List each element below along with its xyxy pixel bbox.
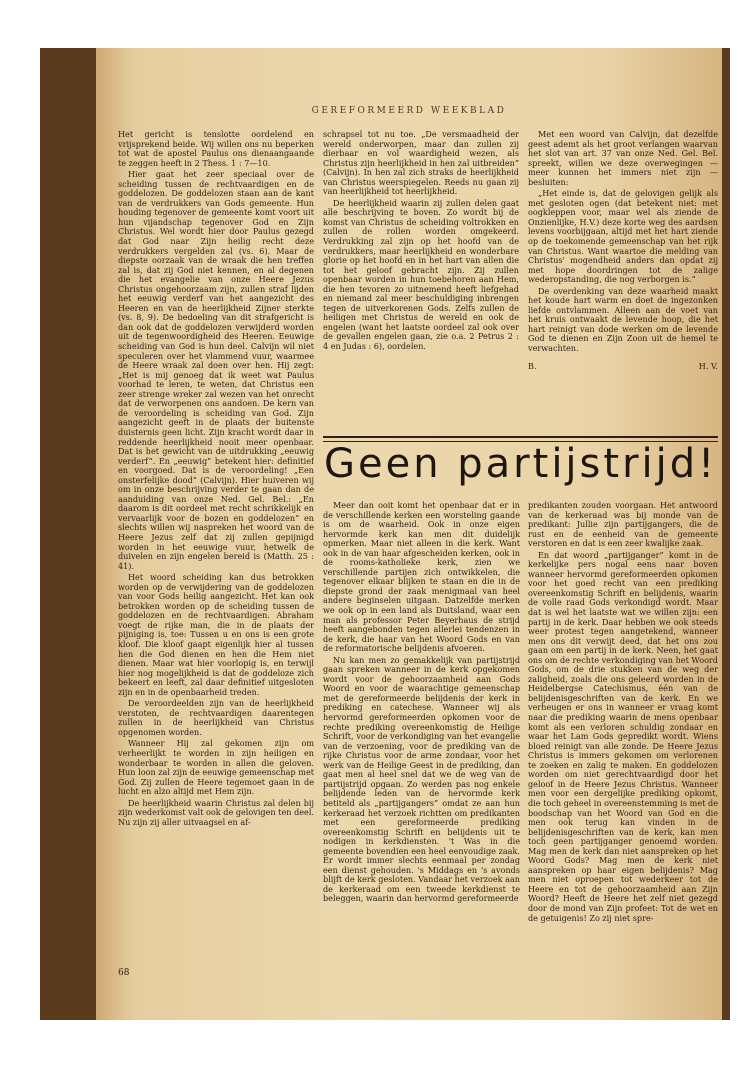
paragraph: De heerlijkheid waarin Christus zal delen bij zijn wederkomst valt ook de gelovigen ten deel. Nu zijn zij aller uitvaagsel en af- (118, 797, 314, 827)
scanned-page-background (40, 48, 730, 1020)
paragraph: Wanneer Hij zal gekomen zijn om verheerlijkt te worden in zijn heiligen en wonderbaar te worden in allen die geloven. Hun loon zal zijn de eeuwige gemeenschap met God. Zij zullen de Heere tegemoet gaan in de lucht en alzo altijd met Hem zijn. (118, 738, 314, 797)
paragraph: Met een woord van Calvijn, dat dezelfde geest ademt als het groot verlangen waarvan het slot van art. 37 van onze Ned. Gel. Bel. spreekt, willen we deze overwegingen — meer kunnen het immers niet zijn — besluiten: (528, 130, 718, 187)
article-column-3 (528, 130, 718, 430)
article-column-4 (323, 501, 520, 1001)
paragraph: Nu kan men zo gemakkelijk van partijstrijd gaan spreken wanneer in de kerk opgekomen wordt voor de gehoorzaamheid aan Gods Woord en voor de waarachtige gemeenschap met de gereformeerde belijdenis der kerk in prediking en catechese. Wanneer wij als hervormd gereformeerden opkomen voor de rechte prediking overeenkomstig de Heilige Schrift, voor de verkondiging van het evangelie van de verzoening, voor de prediking van de rijke Christus voor de arme zondaar, voor het werk van de Heilige Geest in de prediking, dan gaat men al heel snel dat we de weg van de partijstrijd opgaan. Zo werden pas nog enkele belijdende leden van de hervormde kerk betiteld als „partijgangers” omdat ze aan hun kerkeraad het verzoek richtten om predikanten met een gereformeerde prediking overeenkomstig Schrift en belijdenis uit te nodigen in kerkdiensten. 't Was in die gemeente bovendien een heel eenvoudige zaak. Er wordt immer slechts eenmaal per zondag een dienst gehouden. 's Middags en 's avonds blijft de kerk gesloten. Vandaar het verzoek aan de kerkeraad om een tweede kerkdienst te beleggen, waarin dan hervormd gereformeerde (323, 654, 520, 904)
article-column-5 (528, 501, 718, 1001)
page-number: 68 (118, 968, 130, 978)
paragraph: predikanten zouden voorgaan. Het antwoord van de kerkeraad was bij monde van de predikant: Jullie zijn partijgangers, die de rust en de eenheid van de gemeente verstoren en dat is een zeer kwalijke zaak. (528, 501, 718, 549)
paragraph: Het gericht is tenslotte oordelend en vrijsprekend beide. Wij willen ons nu beperken tot wat de apostel Paulus ons dienaangaande te zeggen heeft in 2 Thess. 1 : 7—10. (118, 130, 314, 168)
author-signature (528, 362, 718, 372)
running-head: GEREFORMEERD WEEKBLAD (311, 106, 507, 116)
paragraph: De overdenking van deze waarheid maakt het koude hart warm en doet de ingezonken liefde ontvlammen. Alleen aan de voet van het kruis ontwaakt de levende hoop, die het hart reinigt van dode werken om de levende God te dienen en Zijn Zoon uit de hemel te verwachten. (528, 285, 718, 354)
article-column-2 (323, 130, 519, 425)
magazine-page (96, 48, 722, 1020)
signature-left: B. (528, 360, 537, 371)
article-column-1 (118, 130, 314, 960)
paragraph: Het woord scheiding kan dus betrokken worden op de verwijdering van de goddelozen van voor Gods heilig aangezicht. Het kan ook betrokken worden op de scheiding tussen de goddelozen en de rechtvaardigen. Abraham voegt de rijke man, die in de plaats der pijniging is, toe: Tussen u en ons is een grote kloof. Die kloof gaapt eigenlijk hier al tussen hen die God dienen en hen die Hem niet dienen. Maar wat hier voorlopig is, en terwijl hier nog mogelijkheid is dat de goddeloze zich bekeert en leeft, zal daar definitief uitgesloten zijn en in de openbaarheid treden. (118, 572, 314, 697)
paragraph: Meer dan ooit komt het openbaar dat er in de verschillende kerken een worsteling gaande is om de waarheid. Ook in onze eigen hervormde kerk kan men dit duidelijk opmerken. Maar niet alleen in die kerk. Want ook in de van haar afgescheiden kerken, ook in de rooms-katholieke kerk, zien we verschillende partijen zich ontwikkelen, die tegenover elkaar blijken te staan en die in de diepste grond der zaak menigmaal van heel andere beginselen uitgaan. Datzelfde merken we ook op in een land als Duitsland, waar een man als professor Peter Beyerhaus de strijd heeft aangebonden tegen allerlei tendenzen in de kerk, die haar van het Woord Gods en van de reformatorische belijdenis afvoeren. (323, 501, 520, 654)
calvin-quote: „Het einde is, dat de gelovigen gelijk als met gesloten ogen (dat betekent niet: met oogkleppen voor, maar wel als ziende de Onzienlijke, H.V.) deze korte weg des aardsen levens voorbijgaan, altijd met het hart ziende op de toekomende gemeenschap van het rijk van Christus. Want waartoe die melding van Christus' mogendheid anders dan opdat zij met hope doordringen tot de zalige wederopstanding, die nog verborgen is.” (528, 188, 718, 285)
paragraph: En dat woord „partijganger” komt in de kerkelijke pers nogal eens naar boven wanneer hervormd gereformeerden opkomen voor het goed recht van een prediking overeenkomstig Schrift en belijdenis, waarin de volle raad Gods verkondigd wordt. Maar dat is wel het laatste wat we willen zijn: een partij in de kerk. Daar hebben we ook steeds weer protest tegen aangetekend, wanneer men ons dit verwijt deed, dat het ons zou gaan om een partij in de kerk. Neen, het gaat ons om de rechte verkondiging van het Woord Gods, om de drie stukken van de weg der zaligheid, zoals die ons geleerd worden in de Heidelbergse Catechismus, één van de belijdenisgeschriften van de kerk. En we verheugen er ons in wanneer er vraag komt naar die prediking waarin de mens openbaar komt als een verloren schuldig zondaar en waar het Lam Gods gepredikt wordt. Wiens bloed reinigt van alle zonde. De Heere Jezus Christus is immers gekomen om verlorenen te zoeken en zalig te maken. En goddelozen worden om niet gerechtvaardigd door het geloof in de Heere Jezus Christus. Wanneer men voor een dergelijke prediking opkomt, die toch geheel in overeenstemming is met de boodschap van het Woord van God en die men ook terug kan vinden in de belijdenisgeschriften van de kerk, kan men toch geen partijganger genoemd worden. Mag men de kerk dan niet aanspreken op het Woord Gods? Mag men de kerk niet aanspreken op haar eigen belijdenis? Mag men niet oproepen tot wederkeer tot de Heere en tot de gehoorzaamheid aan Zijn Woord? Heeft de Heere het zelf niet gezegd door de mond van Zijn profeet: Tot de wet en de getuigenis! Zo zij niet spre- (528, 549, 718, 923)
signature-right: H. V. (698, 360, 718, 371)
paragraph: Hier gaat het zeer speciaal over de scheiding tussen de rechtvaardigen en de goddelozen. De goddelozen staan aan de kant van de verdrukkers van Gods gemeente. Hun houding tegenover de gemeente komt voort uit hun vijandschap tegenover God en Zijn Christus. Wel wordt hier door Paulus gezegd dat God naar Zijn heilig recht deze verdrukkers vergelden zal (vs. 6). Maar de diepste oorzaak van de wraak die hen treffen zal is, dat zij God niet kennen, en al degenen die het evangelie van onze Heere Jezus Christus ongehoorzaam zijn, zullen straf lijden het eeuwig verderf van het aangezicht des Heeren en van de heerlijkheid Zijner sterkte (vs. 8, 9). De bedoeling van dit strafgericht is dan ook dat de goddelozen verwijderd worden uit de tegenwoordigheid des Heeren. Eeuwige scheiding van God is hun deel. Calvijn wil niet speculeren over het vlammend vuur, waarmee de Heere wraak zal doen over hen. Hij zegt: „Het is mij genoeg dat ik weet wat Paulus voorhad te leren, te weten, dat Christus een zeer strenge wreker zal wezen van het onrecht dat de verworpenen ons aandoen. De kern van de veroordeling is scheiding van God. Zijn aangezicht geeft in de plaats der buitenste duisternis geen licht. Zijn kracht wordt daar in reddende heerlijkheid nooit meer openbaar. Dat is het gewicht van de uitdrukking „eeuwig verderf”. En „eeuwig” betekent hier: definitief en voorgoed. Dat is de veroordeling! „Een onsterfelijke dood” (Calvijn). Hier huiveren wij om in onze beschrijving verder te gaan dan de aanduiding van onze Ned. Gel. Bel.: „En daarom is dit oordeel met recht schrikkelijk en vervaarlijk voor de bozen en goddelozen” en slechts willen wij naspreken het woord van de Heere Jezus zelf dat zij zullen gepijnigd worden in het eeuwige vuur, hetwelk de duivelen en zijn engelen bereid is (Matth. 25 : 41). (118, 169, 314, 571)
paragraph: De heerlijkheid waarin zij zullen delen gaat alle beschrijving te boven. Zo wordt bij de komst van Christus de scheiding voltrokken en zullen de rollen worden omgekeerd. Verdrukking zal zijn op het hoofd van de verdrukkers, maar heerlijkheid en wonderbare glorie op het hoofd en in het hart van allen die tot het geloof gebracht zijn. Zij zullen openbaar worden in hun toebehoren aan Hem, die hen tevoren zo uitnemend heeft liefgehad en niemand zal meer beschuldiging inbrengen tegen de uitverkorenen Gods. Zelfs zullen de heiligen met Christus de wereld en ook de engelen (want het laatste oordeel zal ook over de gevallen engelen gaan, zie o.a. 2 Petrus 2 : 4 en Judas : 6), oordelen. (323, 197, 519, 352)
article-headline: Geen partijstrijd! (324, 441, 718, 487)
paragraph: schrapsel tot nu toe. „De versmaadheid der wereld onderworpen, maar dan zullen zij dierbaar en vol waardigheid wezen, als Christus zijn heerlijkheid in hen zal uitbreiden” (Calvijn). In hen zal zich straks de heerlijkheid van Christus weerspiegelen. Reeds nu gaan zij van heerlijkheid tot heerlijkheid. (323, 130, 519, 197)
paragraph: De veroordeelden zijn van de heerlijkheid verstoten, de rechtvaardigen daarentegen zullen in de heerlijkheid van Christus opgenomen worden. (118, 698, 314, 737)
